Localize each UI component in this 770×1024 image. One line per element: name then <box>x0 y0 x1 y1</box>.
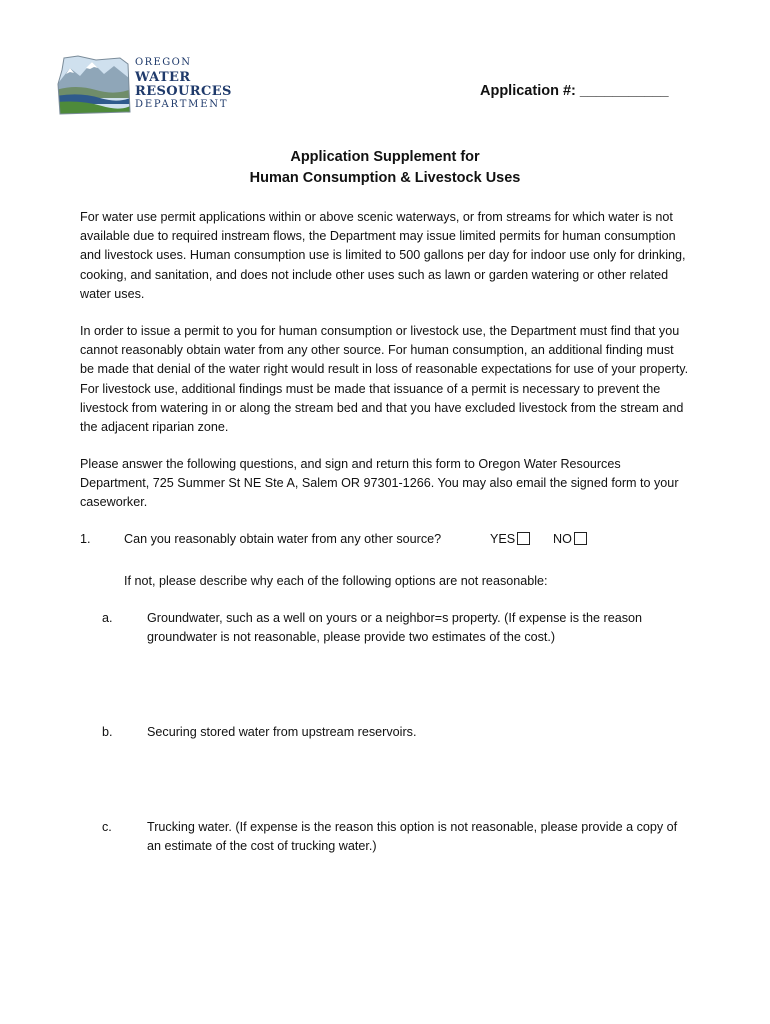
no-option[interactable] <box>553 530 587 549</box>
intro-paragraph: For water use permit applications within or above scenic waterways, or from streams for which water is not available due to required instream flows, the Department may issue limited permits for human consumption and livestock uses. Human consumption use is limited to 500 gallons per day for indoor use only for drinking, cooking, and sanitation, and does not include other uses such as lawn or garden watering or other related water uses. <box>80 210 686 301</box>
yes-checkbox[interactable] <box>517 532 530 545</box>
question-1-text: Can you reasonably obtain water from any other source? <box>124 532 442 546</box>
logo-line-water: WATER <box>135 70 191 85</box>
findings-paragraph: In order to issue a permit to you for human consumption or livestock use, the Department must find that you cannot reasonably obtain water from any other source. For human consumption, an additional finding must be made that denial of the water right would result in loss of reasonable expectations for use of your property. For livestock use, additional findings must be made that issuance of a permit is necessary to prevent the livestock from watering in or along the stream bed and that you have excluded livestock from the stream and the adjacent riparian zone. <box>80 324 689 435</box>
oregon-state-landscape-icon <box>56 54 134 116</box>
logo-line-resources: RESOURCES <box>135 84 232 99</box>
option-a-letter: a. <box>102 611 113 625</box>
yes-option[interactable] <box>490 530 530 549</box>
no-checkbox[interactable] <box>574 532 587 545</box>
option-a-text: Groundwater, such as a well on yours or a neighbor=s property. (If expense is the reason groundwater is not reasonable, please provide two estimates of the cost.) <box>147 611 643 645</box>
option-c-letter: c. <box>102 820 112 834</box>
instructions-paragraph: Please answer the following questions, and sign and return this form to Oregon Water Resources Department, 725 Summer St NE Ste A, Salem OR 97301-1266. You may also email the signed form to your caseworker. <box>80 457 679 510</box>
logo-wordmark <box>135 58 232 110</box>
yes-label: YES <box>490 532 516 546</box>
document-title-line1: Application Supplement for <box>290 149 480 165</box>
option-c-text: Trucking water. (If expense is the reason this option is not reasonable, please provide a copy of an estimate of the cost of trucking water.) <box>147 820 678 854</box>
document-title-line2: Human Consumption & Livestock Uses <box>249 170 521 186</box>
logo-line-department: DEPARTMENT <box>135 99 229 110</box>
question-1-followup: If not, please describe why each of the following options are not reasonable: <box>124 574 548 588</box>
logo-line-oregon: OREGON <box>135 57 192 68</box>
question-1-number: 1. <box>80 532 91 546</box>
no-label: NO <box>553 532 572 546</box>
option-b-letter: b. <box>102 725 113 739</box>
option-b-text: Securing stored water from upstream reservoirs. <box>147 725 417 739</box>
owrd-logo <box>56 54 236 118</box>
application-number: Application #: ___________ <box>480 83 669 99</box>
